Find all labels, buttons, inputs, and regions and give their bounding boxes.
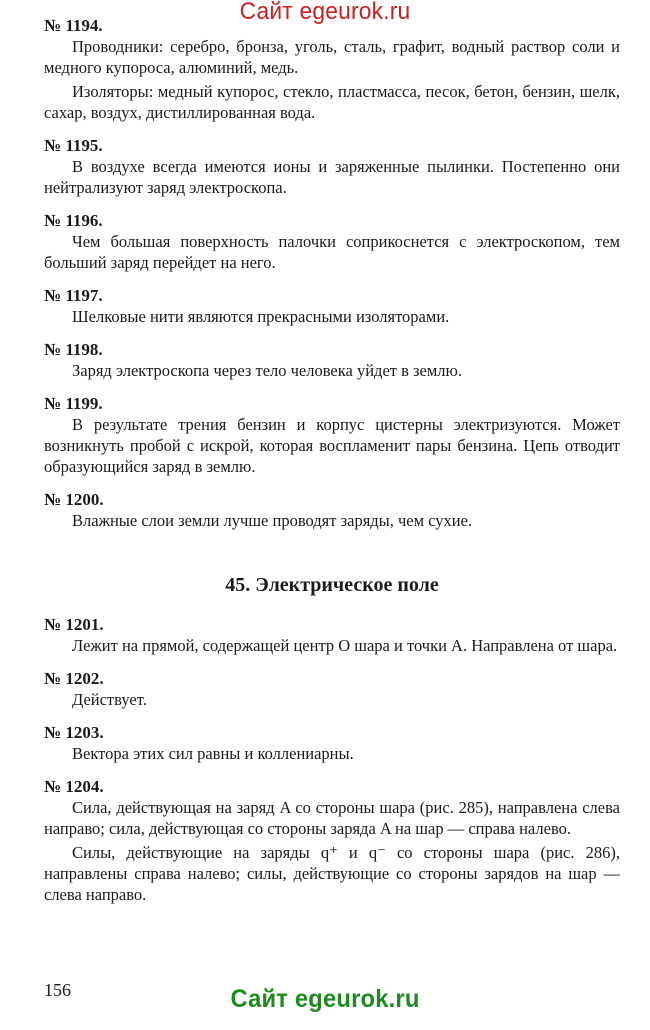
answer-paragraph: Сила, действующая на заряд A со стороны шара (рис. 285), направлена слева направо; сила, действующая со стороны заряда A на шар — справа налево. bbox=[44, 798, 620, 838]
problem-number: № 1196. bbox=[44, 211, 103, 230]
answer-paragraph: Шелковые нити являются прекрасными изоляторами. bbox=[72, 307, 450, 326]
watermark-top: Сайт egeurok.ru bbox=[239, 0, 411, 25]
answer-paragraph: Влажные слои земли лучше проводят заряды, чем сухие. bbox=[72, 511, 473, 530]
watermark-bottom: Сайт egeurok.ru bbox=[230, 985, 420, 1013]
problem-entry bbox=[44, 723, 620, 764]
problem-number: № 1195. bbox=[44, 136, 103, 155]
answer-paragraph: Вектора этих сил равны и коллениарны. bbox=[72, 744, 354, 763]
problem-entry bbox=[44, 394, 620, 477]
problem-number: № 1200. bbox=[44, 490, 104, 509]
answer-paragraph: В воздухе всегда имеются ионы и заряженные пылинки. Постепенно они нейтрализуют заряд электроскопа. bbox=[44, 157, 620, 197]
page-content bbox=[44, 16, 620, 918]
answer-paragraph: Изоляторы: медный купорос, стекло, пластмасса, песок, бетон, бензин, шелк, сахар, воздух, дистиллированная вода. bbox=[44, 82, 620, 122]
problem-entry bbox=[44, 615, 620, 656]
problem-entry bbox=[44, 16, 620, 123]
problem-number: № 1202. bbox=[44, 669, 104, 688]
answer-paragraph: Силы, действующие на заряды q⁺ и q⁻ со стороны шара (рис. 286), направлены справа налево; силы, действующие со стороны зарядов на шар — слева направо. bbox=[44, 843, 620, 904]
problem-entry bbox=[44, 286, 620, 327]
answer-paragraph: В результате трения бензин и корпус цистерны электризуются. Может возникнуть пробой с искрой, которая воспламенит пары бензина. Цепь отводит образующийся заряд в землю. bbox=[44, 415, 620, 476]
problem-number: № 1194. bbox=[44, 16, 103, 35]
problem-number: № 1197. bbox=[44, 286, 103, 305]
answer-paragraph: Проводники: серебро, бронза, уголь, сталь, графит, водный раствор соли и медного купороса, алюминий, медь. bbox=[44, 37, 620, 77]
section-title: 45. Электрическое поле bbox=[225, 574, 439, 596]
problem-number: № 1199. bbox=[44, 394, 103, 413]
answer-paragraph: Чем большая поверхность палочки соприкоснется с электроскопом, тем больший заряд перейдет на него. bbox=[44, 232, 620, 272]
problem-entry bbox=[44, 490, 620, 531]
answer-paragraph: Заряд электроскопа через тело человека уйдет в землю. bbox=[72, 361, 462, 380]
problem-number: № 1198. bbox=[44, 340, 103, 359]
entries-before bbox=[44, 16, 620, 531]
page-number: 156 bbox=[44, 980, 71, 1000]
entries-after bbox=[44, 615, 620, 905]
problem-entry bbox=[44, 211, 620, 273]
problem-number: № 1204. bbox=[44, 777, 104, 796]
answer-paragraph: Действует. bbox=[72, 690, 147, 709]
problem-entry bbox=[44, 340, 620, 381]
problem-number: № 1201. bbox=[44, 615, 104, 634]
problem-entry bbox=[44, 136, 620, 198]
problem-entry bbox=[44, 669, 620, 710]
problem-entry bbox=[44, 777, 620, 905]
problem-number: № 1203. bbox=[44, 723, 104, 742]
answer-paragraph: Лежит на прямой, содержащей центр O шара и точки A. Направлена от шара. bbox=[72, 636, 618, 655]
